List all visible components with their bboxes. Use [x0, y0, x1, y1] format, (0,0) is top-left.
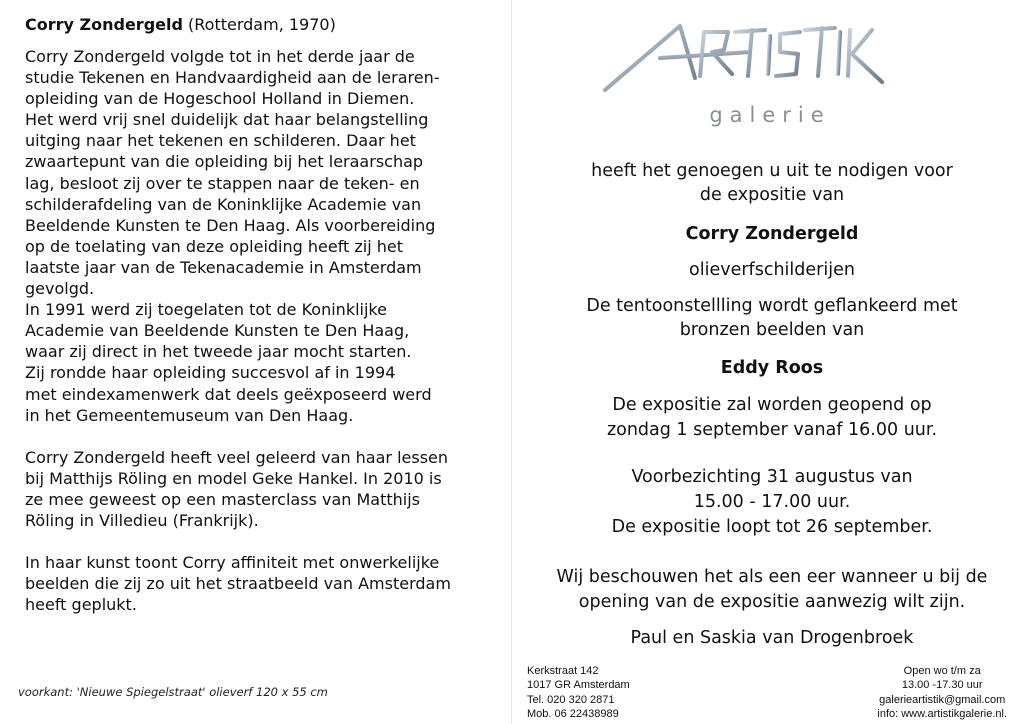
flank-line-2: bronzen beelden van [679, 320, 865, 340]
bio-paragraph-1 [25, 46, 505, 426]
bio-line: Zij rondde haar opleiding succesvol af in 1994 [25, 363, 396, 383]
preview-line-1: Voorbezichting 31 augustus van [631, 467, 913, 487]
hosts-signature: Paul en Saskia van Drogenbroek [630, 628, 914, 648]
biography-column [25, 14, 505, 615]
artist-origin: (Rotterdam, 1970) [188, 15, 336, 34]
opening-line-2: zondag 1 september vanaf 16.00 uur. [606, 420, 938, 440]
bio-paragraph-3 [25, 552, 505, 615]
phone-line: Tel. 020 320 2871 [527, 693, 615, 706]
bio-line: beelden die zij zo uit het straatbeeld van Amsterdam [25, 574, 451, 594]
artist-2-name [520, 356, 1024, 380]
artist-2-text: Eddy Roos [720, 358, 824, 378]
front-caption: voorkant: 'Nieuwe Spiegelstraat' olieverf 120 x 55 cm [18, 685, 328, 699]
bio-line: Beeldende Kunsten te Den Haag. Als voorbereiding [25, 215, 436, 235]
bio-line: Academie van Beeldende Kunsten te Den Haag, [25, 321, 410, 341]
bio-line: Het werd vrij snel duidelijk dat haar belangstelling [25, 110, 429, 130]
bio-line: laatste jaar van de Tekenacademie in Amsterdam [25, 257, 422, 277]
hours-label: Open wo t/m za [903, 665, 981, 677]
bio-line: heeft geplukt. [25, 595, 137, 615]
bio-paragraph-2 [25, 447, 505, 531]
email-link[interactable]: galerieartistik@gmail.com [879, 693, 1006, 706]
bio-line: waar zij direct in het tweede jaar mocht starten. [25, 342, 412, 362]
address-line: Kerkstraat 142 [527, 665, 599, 677]
honor-line-2: opening van de expositie aanwezig wilt zijn. [578, 592, 966, 612]
runs-until: De expositie loopt tot 26 september. [611, 517, 933, 537]
bio-line: In 1991 werd zij toegelaten tot de Koninklijke [25, 300, 387, 320]
bio-line: in het Gemeentemuseum van Den Haag. [25, 405, 354, 425]
bio-heading [25, 14, 505, 36]
bio-line: Röling in Villedieu (Frankrijk). [25, 510, 259, 530]
bio-line: ze mee geweest op een masterclass van Matthijs [25, 489, 420, 509]
honor-line-1: Wij beschouwen het als een eer wanneer u bij de [556, 567, 988, 587]
opening-hours-contact [877, 664, 1007, 721]
bio-line: In haar kunst toont Corry affiniteit met onwerkelijke [25, 553, 440, 573]
bio-line: uitging naar het tekenen en schilderen. Daar het [25, 131, 416, 151]
invite-line-1: heeft het genoegen u uit te nodigen voor [591, 161, 953, 181]
artist-name: Corry Zondergeld [25, 15, 183, 34]
bio-line: zwaartepunt van die opleiding bij het leraarschap [25, 152, 424, 172]
mobile-line: Mob. 06 22438989 [527, 707, 619, 720]
bio-line: schilderafdeling van de Koninklijke Academie van [25, 194, 422, 214]
bio-line: op de toelating van deze opleiding heeft zij het [25, 236, 404, 256]
bio-line: Corry Zondergeld volgde tot in het derde jaar de [25, 47, 415, 66]
artist-1-text: Corry Zondergeld [685, 224, 859, 244]
bio-line: bij Matthijs Röling en model Geke Hankel. In 2010 is [25, 468, 442, 488]
artist-1-name [520, 222, 1024, 246]
website-link[interactable]: info: www.artistikgalerie.nl. [877, 707, 1007, 720]
bio-line: opleiding van de Hogeschool Holland in Diemen. [25, 89, 415, 109]
bio-line: met eindexamenwerk dat deels geëxposeerd werd [25, 384, 432, 404]
address-line: 1017 GR Amsterdam [527, 679, 630, 692]
galerie-label: galerie [709, 103, 831, 127]
bio-line: Corry Zondergeld heeft veel geleerd van haar lessen [25, 447, 449, 467]
flank-line-1: De tentoonstellling wordt geflankeerd met [586, 296, 958, 316]
invite-line-2: de expositie van [699, 185, 845, 205]
medium-label: olieverfschilderijen [689, 260, 855, 280]
opening-line-1: De expositie zal worden geopend op [612, 395, 932, 415]
preview-line-2: 15.00 - 17.00 uur. [693, 492, 851, 512]
bio-line: lag, besloot zij over te stappen naar de teken- en [25, 173, 420, 193]
bio-line: studie Tekenen en Handvaardigheid aan de leraren- [25, 68, 440, 88]
gallery-address [527, 664, 630, 721]
bio-line: gevolgd. [25, 279, 95, 299]
artistik-logo [600, 18, 890, 98]
hours-value: 13.00 -17.30 uur [901, 679, 983, 692]
page-fold [511, 0, 512, 724]
